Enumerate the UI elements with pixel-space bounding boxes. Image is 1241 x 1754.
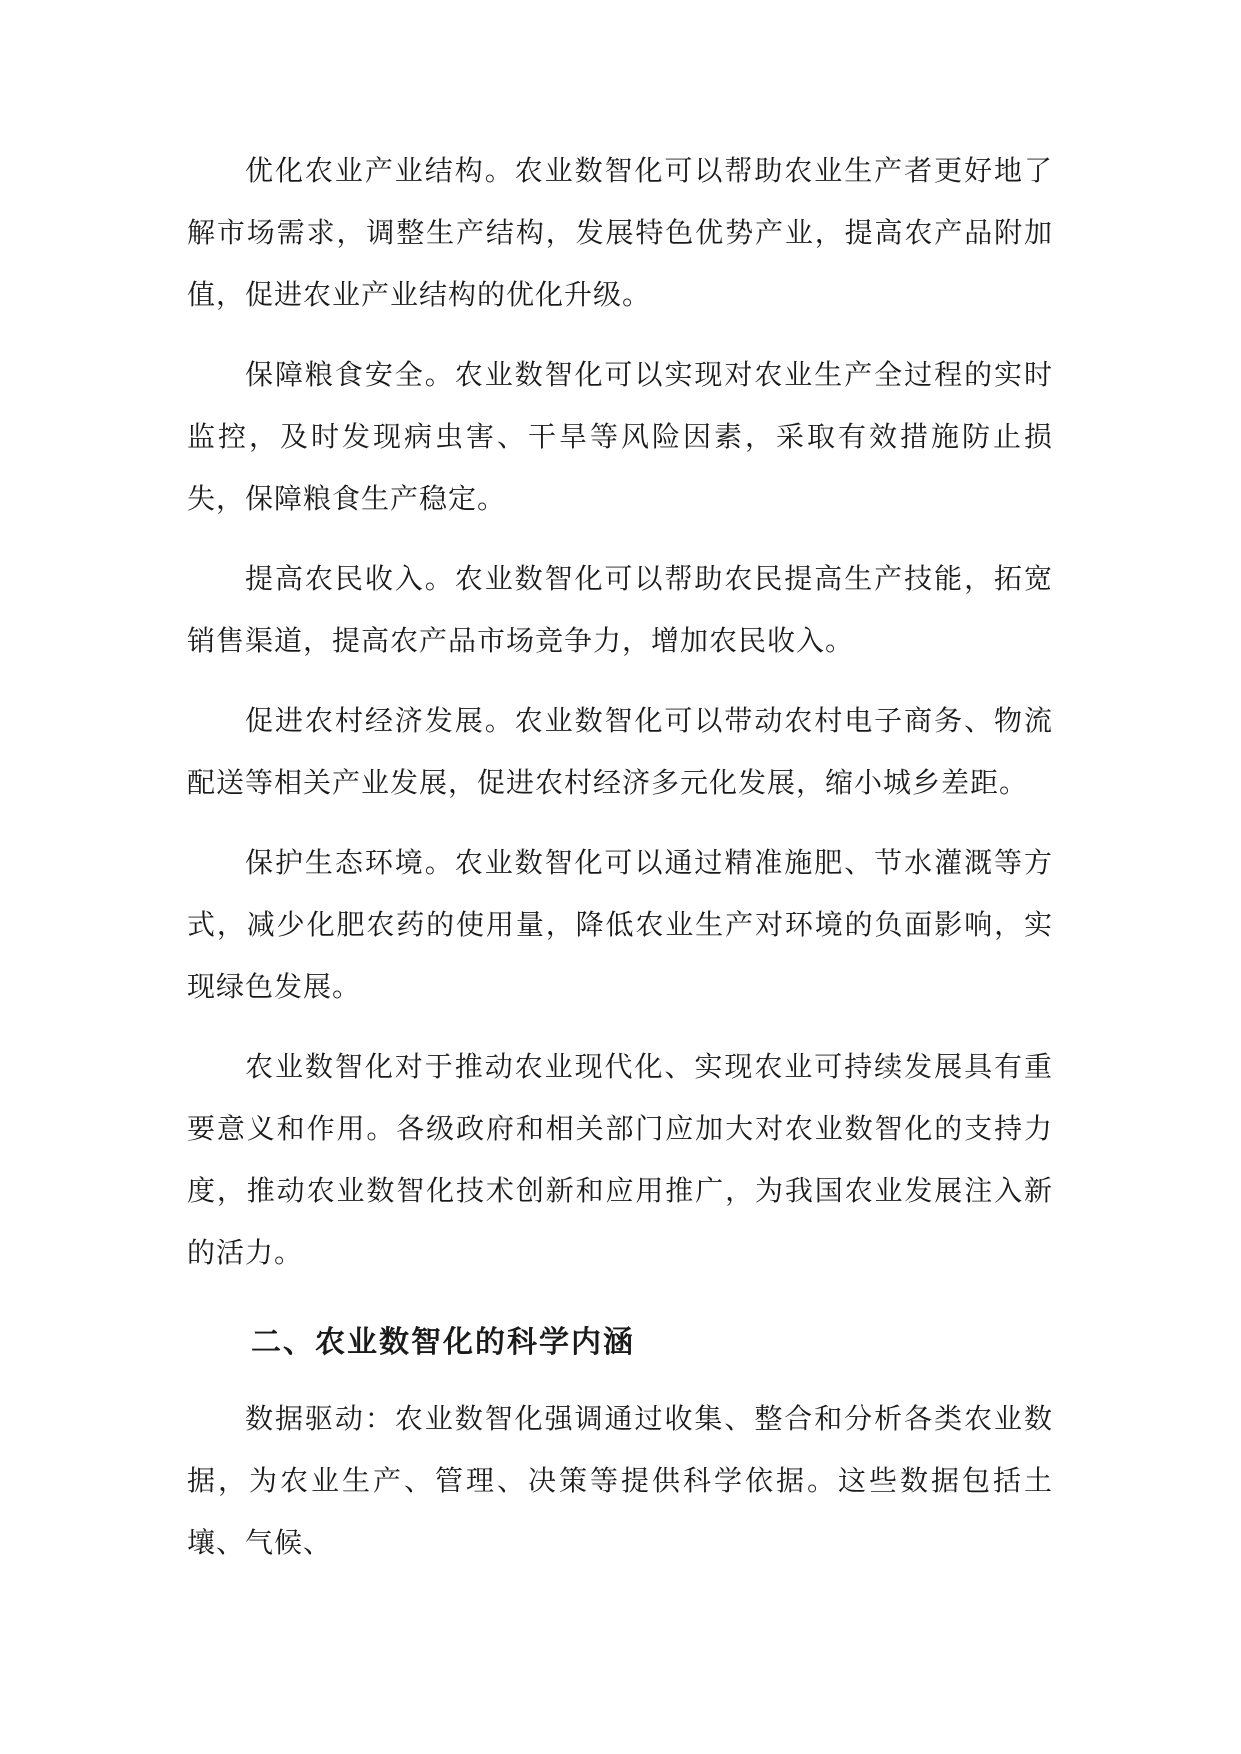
paragraph-ecology: 保护生态环境。农业数智化可以通过精准施肥、节水灌溉等方式，减少化肥农药的使用量，降低农业生产对环境的负面影响，实现绿色发展。 (187, 846, 1053, 1003)
paragraph-farmer-income: 提高农民收入。农业数智化可以帮助农民提高生产技能，拓宽销售渠道，提高农产品市场竞争力，增加农民收入。 (187, 562, 1053, 657)
paragraph-data-driven: 数据驱动：农业数智化强调通过收集、整合和分析各类农业数据，为农业生产、管理、决策等提供科学依据。这些数据包括土壤、气候、 (187, 1402, 1053, 1559)
document-page (187, 140, 1053, 1592)
paragraph-food-security: 保障粮食安全。农业数智化可以实现对农业生产全过程的实时监控，及时发现病虫害、干旱等风险因素，采取有效措施防止损失，保障粮食生产稳定。 (187, 358, 1053, 515)
paragraph-industry-structure: 优化农业产业结构。农业数智化可以帮助农业生产者更好地了解市场需求，调整生产结构，发展特色优势产业，提高农产品附加值，促进农业产业结构的优化升级。 (187, 154, 1053, 311)
paragraph-summary: 农业数智化对于推动农业现代化、实现农业可持续发展具有重要意义和作用。各级政府和相关部门应加大对农业数智化的支持力度，推动农业数智化技术创新和应用推广，为我国农业发展注入新的活力。 (187, 1050, 1053, 1269)
section-heading: 二、农业数智化的科学内涵 (251, 1325, 635, 1360)
paragraph-rural-economy: 促进农村经济发展。农业数智化可以带动农村电子商务、物流配送等相关产业发展，促进农村经济多元化发展，缩小城乡差距。 (187, 704, 1053, 799)
